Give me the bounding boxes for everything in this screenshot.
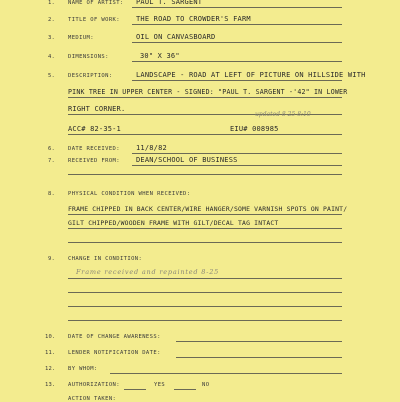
field-label: TITLE OF WORK: <box>68 17 120 23</box>
underline <box>68 228 342 229</box>
field-date-change-awareness <box>0 332 400 344</box>
dimensions-value: 30" X 36" <box>140 52 180 60</box>
field-number: 10. <box>45 334 56 340</box>
field-label: LENDER NOTIFICATION DATE: <box>68 350 161 356</box>
underline <box>176 357 342 358</box>
field-number: 13. <box>45 382 56 388</box>
underline <box>68 134 342 135</box>
field-number: 9. <box>48 256 56 262</box>
blank-line <box>68 292 342 293</box>
underline <box>68 278 342 279</box>
physical-condition-line-1: FRAME CHIPPED IN BACK CENTER/WIRE HANGER/SOME VARNISH SPOTS ON PAINT/ <box>68 205 348 213</box>
medium-value: OIL ON CANVASBOARD <box>136 33 216 41</box>
underline <box>132 80 342 81</box>
action-taken-label: ACTION TAKEN: <box>68 396 117 402</box>
blank-line <box>68 242 342 243</box>
artist-value: PAUL T. SARGENT <box>136 0 203 6</box>
field-title <box>0 15 400 27</box>
field-description <box>0 71 400 83</box>
field-label: DIMENSIONS: <box>68 54 109 60</box>
date-received-value: 11/8/82 <box>136 144 167 152</box>
pencil-annotation: updated 8-25 8:10 <box>255 111 311 118</box>
underline <box>68 97 342 98</box>
field-label: RECEIVED FROM: <box>68 158 120 164</box>
blank-line <box>68 306 342 307</box>
underline <box>68 214 342 215</box>
blank-line <box>68 320 342 321</box>
field-number: 7. <box>48 158 56 164</box>
field-label: MEDIUM: <box>68 35 94 41</box>
underline <box>132 42 342 43</box>
field-number: 4. <box>48 54 56 60</box>
field-lender-notification <box>0 348 400 360</box>
underline <box>176 341 342 342</box>
field-number: 3. <box>48 35 56 41</box>
no-label: NO <box>202 382 210 388</box>
field-number: 8. <box>48 191 56 197</box>
no-blank[interactable] <box>174 389 196 390</box>
underline <box>132 24 342 25</box>
field-by-whom <box>0 364 400 376</box>
yes-label: YES <box>154 382 166 388</box>
blank-line <box>68 174 342 175</box>
field-authorization <box>0 380 400 392</box>
field-description-cont2 <box>0 105 400 117</box>
field-change-in-condition <box>0 254 400 266</box>
field-medium <box>0 33 400 45</box>
field-dimensions <box>0 52 400 64</box>
change-pencil-note: Frame received and repainted 8-25 <box>76 268 220 276</box>
underline <box>132 153 342 154</box>
field-number: 6. <box>48 146 56 152</box>
field-received-from <box>0 156 400 168</box>
field-number: 2. <box>48 17 56 23</box>
field-number: 12. <box>45 366 56 372</box>
underline <box>110 373 342 374</box>
underline <box>132 7 342 8</box>
field-physical-condition <box>0 189 400 201</box>
description-line-1: LANDSCAPE - ROAD AT LEFT OF PICTURE ON HILLSIDE WITH <box>136 71 366 79</box>
description-line-2: PINK TREE IN UPPER CENTER - SIGNED: "PAUL T. SARGENT -'42" IN LOWER <box>68 88 348 96</box>
field-label: DATE RECEIVED: <box>68 146 120 152</box>
field-label: CHANGE IN CONDITION: <box>68 256 143 262</box>
accession-number: ACC# 82-35-1 <box>68 125 121 133</box>
field-number: 5. <box>48 73 56 79</box>
description-line-3: RIGHT CORNER. <box>68 105 126 113</box>
received-from-value: DEAN/SCHOOL OF BUSINESS <box>136 156 238 164</box>
field-date-received <box>0 144 400 156</box>
yes-blank[interactable] <box>124 389 146 390</box>
physical-condition-line-2: GILT CHIPPED/WOODEN FRAME WITH GILT/DECAL TAG INTACT <box>68 219 279 227</box>
field-label: DESCRIPTION: <box>68 73 113 79</box>
underline <box>132 165 342 166</box>
field-label: NAME OF ARTIST: <box>68 0 124 6</box>
field-number: 1. <box>48 0 56 6</box>
field-label: DATE OF CHANGE AWARENESS: <box>68 334 161 340</box>
field-label: AUTHORIZATION: <box>68 382 120 388</box>
field-artist <box>0 0 400 9</box>
field-description-cont <box>0 88 400 100</box>
field-label: BY WHOM: <box>68 366 98 372</box>
underline <box>132 61 342 62</box>
title-value: THE ROAD TO CROWDER'S FARM <box>136 15 251 23</box>
eiu-number: EIU# 008985 <box>230 125 279 133</box>
field-number: 11. <box>45 350 56 356</box>
field-label: PHYSICAL CONDITION WHEN RECEIVED: <box>68 191 191 197</box>
